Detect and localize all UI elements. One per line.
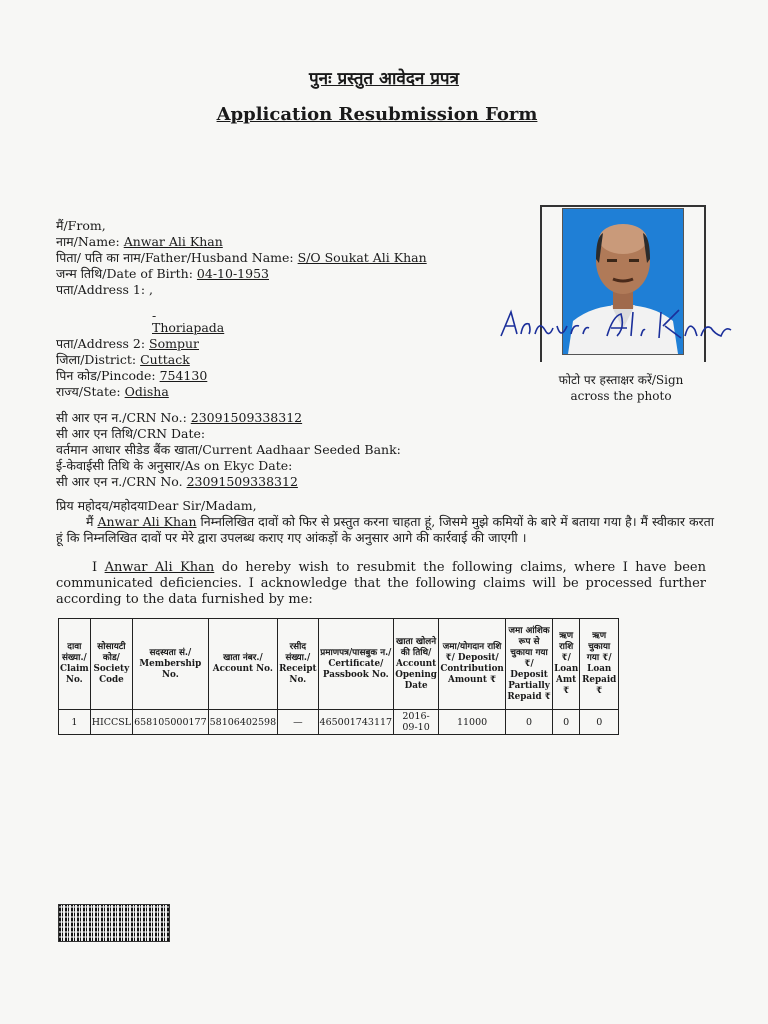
name-value: Anwar Ali Khan xyxy=(123,234,223,249)
crn2-value: 23091509338312 xyxy=(186,474,298,489)
cell-deposit-amount: 11000 xyxy=(439,710,506,735)
english-body-line xyxy=(56,560,706,608)
cell-opening-date: 2016-09-10 xyxy=(394,710,439,735)
ekyc-label: ई-केवाईसी तिथि के अनुसार/As on Ekyc Date: xyxy=(56,458,293,473)
hindi-prefix: मैं xyxy=(86,514,94,529)
state-label: राज्य/State: xyxy=(56,384,121,399)
pincode-value: 754130 xyxy=(159,368,208,383)
table-row xyxy=(59,710,619,735)
father-value: S/O Soukat Ali Khan xyxy=(297,250,427,265)
title-english: Application Resubmission Form xyxy=(216,104,538,125)
dob-value: 04-10-1953 xyxy=(196,266,269,281)
crn2-line xyxy=(56,474,427,490)
crn-label: सी आर एन न./CRN No.: xyxy=(56,410,187,425)
district-label: जिला/District: xyxy=(56,352,137,367)
col-opening-date: खाता खोलने की तिथि/ Account Opening Date xyxy=(394,619,439,710)
pincode-line xyxy=(56,368,427,384)
cell-society-code: HICCSL xyxy=(90,710,132,735)
cell-deposit-repaid: 0 xyxy=(506,710,553,735)
english-prefix: I xyxy=(92,560,98,575)
col-receipt-no: रसीद संख्या./ Receipt No. xyxy=(278,619,318,710)
hindi-name: Anwar Ali Khan xyxy=(97,514,197,529)
address2-value: Sompur xyxy=(149,336,200,351)
crn-line xyxy=(56,410,427,426)
cell-loan-repaid: 0 xyxy=(580,710,619,735)
father-line xyxy=(56,250,427,266)
col-society-code: सोसायटी कोड/ Society Code xyxy=(90,619,132,710)
col-deposit-repaid: जमा आंशिक रूप से चुकाया गया ₹/ Deposit Partially Repaid ₹ xyxy=(506,619,553,710)
hindi-body: निम्नलिखित दावों को फिर से प्रस्तुत करना चाहता हूं, जिसमे मुझे कमियों के बारे में बताया गया है। मैं स्वीकार करता हूं कि निम्नलिखित दावों पर मेरे द्वारा उपलब्ध कराए गए आंकड़ों के अनुसार आगे की कार्रवाई की जाएगी । xyxy=(56,514,715,545)
photo-caption-line2: across the photo xyxy=(570,389,672,403)
col-certificate-no: प्रमाणपत्र/पासबुक न./ Certificate/ Passbook No. xyxy=(318,619,394,710)
table-header-row xyxy=(59,619,619,710)
cell-membership-no: 658105000177 xyxy=(133,710,209,735)
father-label: पिता/ पति का नाम/Father/Husband Name: xyxy=(56,250,294,265)
name-label: नाम/Name: xyxy=(56,234,120,249)
english-paragraph xyxy=(56,560,706,608)
dob-line xyxy=(56,266,427,282)
col-loan-repaid: ऋण चुकाया गया ₹/ Loan Repaid ₹ xyxy=(580,619,619,710)
cell-loan-amt: 0 xyxy=(553,710,580,735)
address2-label: पता/Address 2: xyxy=(56,336,146,351)
crn-value: 23091509338312 xyxy=(190,410,303,425)
aadhaar-label: वर्तमान आधार सीडेड बैंक खाता/Current Aadhaar Seeded Bank: xyxy=(56,442,401,457)
state-value: Odisha xyxy=(124,384,169,399)
cell-certificate-no: 465001743117 xyxy=(318,710,394,735)
hindi-body-line xyxy=(56,514,716,546)
col-deposit-amount: जमा/योगदान राशि ₹/ Deposit/ Contribution Amount ₹ xyxy=(439,619,506,710)
address2-line xyxy=(56,336,427,352)
cell-receipt-no: — xyxy=(278,710,318,735)
address1-label: पता/Address 1: , xyxy=(56,282,153,297)
cell-claim-no: 1 xyxy=(59,710,91,735)
name-line xyxy=(56,234,427,250)
english-name: Anwar Ali Khan xyxy=(104,560,215,575)
signature xyxy=(495,300,735,350)
col-account-no: खाता नंबर./ Account No. xyxy=(208,619,278,710)
title-hindi: पुनः प्रस्तुत आवेदन प्रपत्र xyxy=(309,69,459,89)
cell-account-no: 58106402598 xyxy=(208,710,278,735)
from-label: मैं/From, xyxy=(56,218,106,233)
address1-value-line xyxy=(56,320,427,336)
dob-label: जन्म तिथि/Date of Birth: xyxy=(56,266,193,281)
address1-value: Thoriapada xyxy=(152,320,225,335)
address1-mark: - xyxy=(152,308,157,323)
applicant-details xyxy=(56,218,427,490)
col-claim-no: दावा संख्या./ Claim No. xyxy=(59,619,91,710)
state-line xyxy=(56,384,427,400)
qr-barcode xyxy=(58,904,170,942)
district-value: Cuttack xyxy=(140,352,190,367)
pincode-label: पिन कोड/Pincode: xyxy=(56,368,156,383)
district-line xyxy=(56,352,427,368)
salutation: प्रिय महोदय/महोदयाDear Sir/Madam, xyxy=(56,498,257,513)
english-body: do hereby wish to resubmit the following claims, where I have been communicated deficiencies. I acknowledge that the following claims will be processed further according to the data furnished by me: xyxy=(56,560,706,607)
col-membership-no: सदस्यता सं./ Membership No. xyxy=(133,619,209,710)
crn2-label: सी आर एन न./CRN No. xyxy=(56,474,183,489)
col-loan-amt: ऋण राशि ₹/ Loan Amt ₹ xyxy=(553,619,580,710)
photo-caption xyxy=(540,372,702,404)
hindi-paragraph xyxy=(56,498,716,546)
claims-table xyxy=(58,618,619,735)
crn-date-label: सी आर एन तिथि/CRN Date: xyxy=(56,426,206,441)
photo-caption-line1: फोटो पर हस्ताक्षर करें/Sign xyxy=(558,373,684,387)
